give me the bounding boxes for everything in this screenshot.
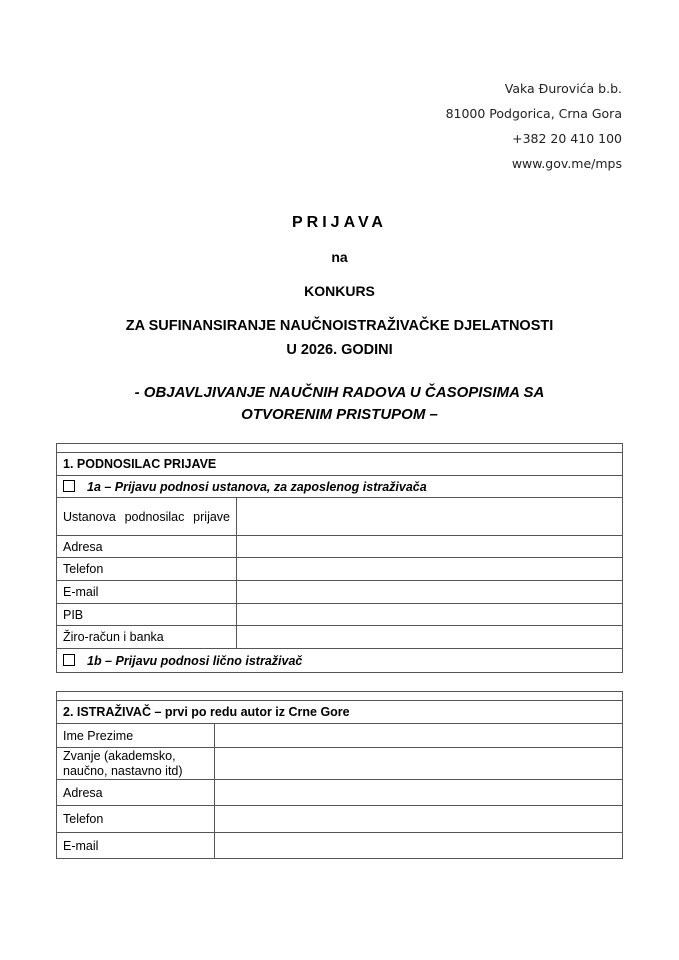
table-row [57, 498, 623, 536]
field-value-ustanova[interactable] [237, 498, 623, 536]
field-label-ime: Ime Prezime [57, 724, 215, 748]
table-row [57, 724, 623, 748]
table-row [57, 748, 623, 780]
field-value-email[interactable] [237, 581, 623, 604]
field-label-adresa: Adresa [57, 536, 237, 558]
field-value-pib[interactable] [237, 604, 623, 626]
address-street: Vaka Đurovića b.b. [504, 81, 622, 96]
table-row [57, 581, 623, 604]
option-1a-checkbox[interactable] [63, 480, 75, 492]
field-label-email: E-mail [57, 581, 237, 604]
section-1-header: 1. PODNOSILAC PRIJAVE [57, 453, 623, 476]
field-value-adresa[interactable] [237, 536, 623, 558]
title-subtitle [0, 382, 679, 426]
field-value-zvanje[interactable] [215, 748, 623, 780]
field-value-email-2[interactable] [215, 833, 623, 859]
field-label-ustanova: Ustanova podnosilac prijave [63, 509, 230, 524]
researcher-table [56, 691, 623, 859]
address-city: 81000 Podgorica, Crna Gora [445, 106, 622, 121]
option-1a-label: 1a – Prijavu podnosi ustanova, za zaposlenog istraživača [87, 479, 427, 494]
title-line-1: ZA SUFINANSIRANJE NAUČNOISTRAŽIVAČKE DJELATNOSTI [125, 318, 554, 334]
table-spacer [57, 692, 623, 701]
table-row [57, 626, 623, 649]
applicant-table [56, 443, 623, 673]
title-line-2: U 2026. GODINI [286, 342, 393, 358]
field-label-adresa-2: Adresa [57, 780, 215, 806]
option-1b-row[interactable] [57, 649, 623, 673]
field-label-ziro: Žiro-račun i banka [57, 626, 237, 649]
field-label-pib: PIB [57, 604, 237, 626]
table-row [57, 536, 623, 558]
section-1-header-row [57, 453, 623, 476]
title-main [0, 314, 679, 362]
title-na: na [331, 249, 348, 265]
section-2-header: 2. ISTRAŽIVAČ – prvi po redu autor iz Crne Gore [57, 701, 623, 724]
field-label-email-2: E-mail [57, 833, 215, 859]
field-label-telefon-2: Telefon [57, 806, 215, 833]
field-value-ime[interactable] [215, 724, 623, 748]
table-row [57, 806, 623, 833]
section-2-header-row [57, 701, 623, 724]
field-label-telefon: Telefon [57, 558, 237, 581]
option-1b-checkbox[interactable] [63, 654, 75, 666]
field-value-adresa-2[interactable] [215, 780, 623, 806]
field-value-telefon[interactable] [237, 558, 623, 581]
table-row [57, 833, 623, 859]
field-value-ziro[interactable] [237, 626, 623, 649]
subtitle-line-2: OTVORENIM PRISTUPOM – [241, 406, 438, 423]
subtitle-line-1: - OBJAVLJIVANJE NAUČNIH RADOVA U ČASOPISIMA SA [134, 384, 545, 401]
option-1a-row[interactable] [57, 476, 623, 498]
field-label-zvanje: Zvanje (akademsko, naučno, nastavno itd) [57, 748, 215, 780]
table-row [57, 780, 623, 806]
address-phone: +382 20 410 100 [512, 131, 622, 146]
table-spacer [57, 444, 623, 453]
table-row [57, 558, 623, 581]
option-1b-label: 1b – Prijavu podnosi lično istraživač [87, 653, 303, 668]
address-web: www.gov.me/mps [511, 156, 622, 171]
title-prijava: PRIJAVA [292, 214, 387, 231]
institution-address [446, 76, 622, 176]
title-konkurs: KONKURS [304, 283, 375, 299]
field-value-telefon-2[interactable] [215, 806, 623, 833]
table-row [57, 604, 623, 626]
